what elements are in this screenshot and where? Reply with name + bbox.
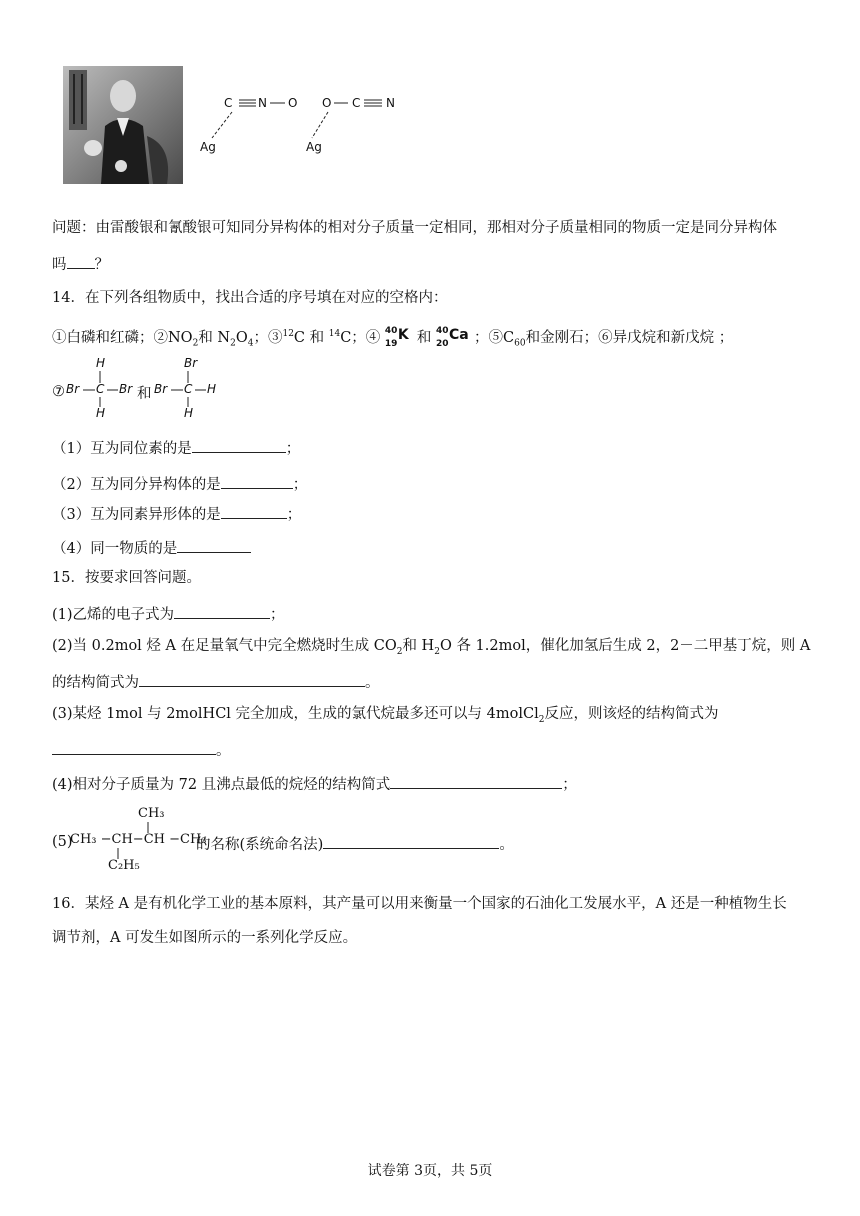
q14-item7-label: ⑦: [52, 384, 65, 400]
q15-part2-line2: 的结构简式为 。: [52, 670, 380, 693]
answer-blank[interactable]: [221, 502, 287, 519]
isotope-k: 40 19 K: [384, 325, 409, 349]
q15-part4: (4)相对分子质量为 72 且沸点最低的烷烃的结构简式 ；: [52, 772, 577, 795]
answer-blank[interactable]: [174, 602, 270, 619]
answer-blank[interactable]: [139, 670, 365, 687]
atom-c: C: [224, 96, 233, 110]
q15-title: 15．按要求回答问题。: [52, 570, 201, 586]
q14-sub3: （3）互为同素异形体的是 ；: [52, 502, 301, 525]
q15-part3-line1: (3)某烃 1mol 与 2molHCl 完全加成，生成的氯代烷最多还可以与 4molCl$_2$反应，则该烃的结构简式为: [52, 706, 719, 725]
q16-line1: 16．某烃 A 是有机化学工业的基本原料，其产量可以用来衡量一个国家的石油化工发展水平，A 还是一种植物生长: [52, 896, 787, 912]
q15-part5-text: 的名称(系统命名法) 。: [196, 832, 514, 855]
q14-items: ①白磷和红磷；$②NO_2$和 $N_2O_4$；③$^{12}$C 和 $^{14}$C；④ 40 19 K 和 40 20 Ca ；$⑤C_{60}$和金刚石；⑥异戊烷和新戊烷 ；: [52, 325, 734, 349]
answer-blank[interactable]: [221, 472, 293, 489]
atom-ag: Ag: [200, 140, 216, 154]
question-line-2: 吗 ？: [52, 252, 109, 275]
answer-blank[interactable]: [323, 832, 499, 849]
q15-part5-prefix: (5): [52, 834, 73, 850]
fulminate-structure: [196, 94, 306, 158]
answer-blank[interactable]: [52, 738, 216, 755]
answer-blank[interactable]: [390, 772, 562, 789]
q14-sub2: （2）互为同分异构体的是 ；: [52, 472, 307, 495]
branched-alkane-structure: CH₃ CH₃ −CH−CH −CH₃ C₂H₅: [70, 806, 207, 873]
dibromomethane-structure-2: Br Br C H H: [154, 356, 217, 420]
atom-n: N: [386, 96, 395, 110]
atom-n: N: [258, 96, 267, 110]
q14-sub1: （1）互为同位素的是 ；: [52, 436, 300, 459]
q15-part3-line2: 。: [52, 738, 231, 761]
atom-ag: Ag: [306, 140, 322, 154]
answer-blank[interactable]: [177, 536, 251, 553]
q15-part1: (1)乙烯的电子式为 ；: [52, 602, 285, 625]
q14-item7-and: 和: [137, 386, 152, 402]
q14-sub4: （4）同一物质的是: [52, 536, 251, 559]
answer-blank[interactable]: [67, 252, 95, 269]
page-footer: 试卷第 3页，共 5页: [367, 1163, 493, 1179]
portrait-image: [63, 66, 183, 184]
atom-o: O: [288, 96, 298, 110]
q15-part2-line1: (2)当 0.2mol 烃 A 在足量氧气中完全燃烧时生成 $CO_2$和 $H_2O$ 各 1.2mol，催化加氢后生成 2，2－二甲基丁烷，则 A: [52, 638, 811, 657]
atom-c: C: [352, 96, 361, 110]
q16-line2: 调节剂，A 可发生如图所示的一系列化学反应。: [52, 930, 358, 946]
q14-title: 14．在下列各组物质中，找出合适的序号填在对应的空格内：: [52, 290, 448, 306]
isotope-ca: 40 20 Ca: [436, 325, 469, 349]
cyanate-structure: [306, 94, 416, 158]
atom-o: O: [322, 96, 332, 110]
question-line-1: 问题：由雷酸银和氰酸银可知同分异构体的相对分子质量一定相同，那相对分子质量相同的物质一定是同分异构体: [52, 220, 777, 236]
answer-blank[interactable]: [192, 436, 286, 453]
dibromomethane-structure-1: H Br C Br H: [66, 356, 133, 420]
